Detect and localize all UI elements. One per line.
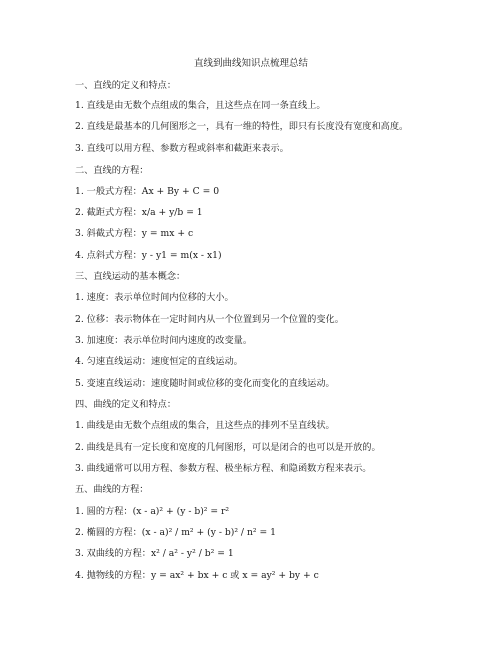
section-heading-2: 二、直线的方程： xyxy=(75,165,149,176)
text-line: 2. 位移：表示物体在一定时间内从一个位置到另一个位置的变化。 xyxy=(75,314,344,325)
text-line: 2. 椭圆的方程：(x - a)² / m² + (y - b)² / n² = 1 xyxy=(75,527,276,538)
text-line: 4. 匀速直线运动：速度恒定的直线运动。 xyxy=(75,356,243,367)
text-line: 3. 斜截式方程：y = mx + c xyxy=(75,228,194,239)
section-heading-4: 四、曲线的定义和特点： xyxy=(75,399,177,410)
text-line: 4. 抛物线的方程：y = ax² + bx + c 或 x = ay² + by + c xyxy=(75,570,319,581)
text-line: 2. 截距式方程：x/a + y/b = 1 xyxy=(75,207,203,218)
text-line: 3. 加速度：表示单位时间内速度的改变量。 xyxy=(75,335,253,346)
text-line: 1. 圆的方程：(x - a)² + (y - b)² = r² xyxy=(75,506,230,517)
text-line: 1. 速度：表示单位时间内位移的大小。 xyxy=(75,292,234,303)
text-line: 1. 直线是由无数个点组成的集合，且这些点在同一条直线上。 xyxy=(75,100,326,111)
text-line: 3. 双曲线的方程：x² / a² - y² / b² = 1 xyxy=(75,548,234,559)
text-line: 2. 曲线是具有一定长度和宽度的几何图形，可以是闭合的也可以是开放的。 xyxy=(75,442,381,453)
text-line: 5. 变速直线运动：速度随时间或位移的变化而变化的直线运动。 xyxy=(75,378,335,389)
section-heading-5: 五、曲线的方程： xyxy=(75,484,149,495)
text-line: 3. 曲线通常可以用方程、参数方程、极坐标方程、和隐函数方程来表示。 xyxy=(75,463,372,474)
text-line: 2. 直线是最基本的几何图形之一，具有一维的特性，即只有长度没有宽度和高度。 xyxy=(75,121,409,132)
text-line: 1. 一般式方程：Ax + By + C = 0 xyxy=(75,186,220,197)
text-line: 4. 点斜式方程：y - y1 = m(x - x1) xyxy=(75,250,222,261)
section-heading-3: 三、直线运动的基本概念： xyxy=(75,271,186,282)
document-title: 直线到曲线知识点梳理总结 xyxy=(193,58,308,69)
text-line: 1. 曲线是由无数个点组成的集合，且这些点的排列不呈直线状。 xyxy=(75,420,335,431)
section-heading-1: 一、直线的定义和特点： xyxy=(75,80,177,91)
text-line: 3. 直线可以用方程、参数方程或斜率和截距来表示。 xyxy=(75,143,289,154)
